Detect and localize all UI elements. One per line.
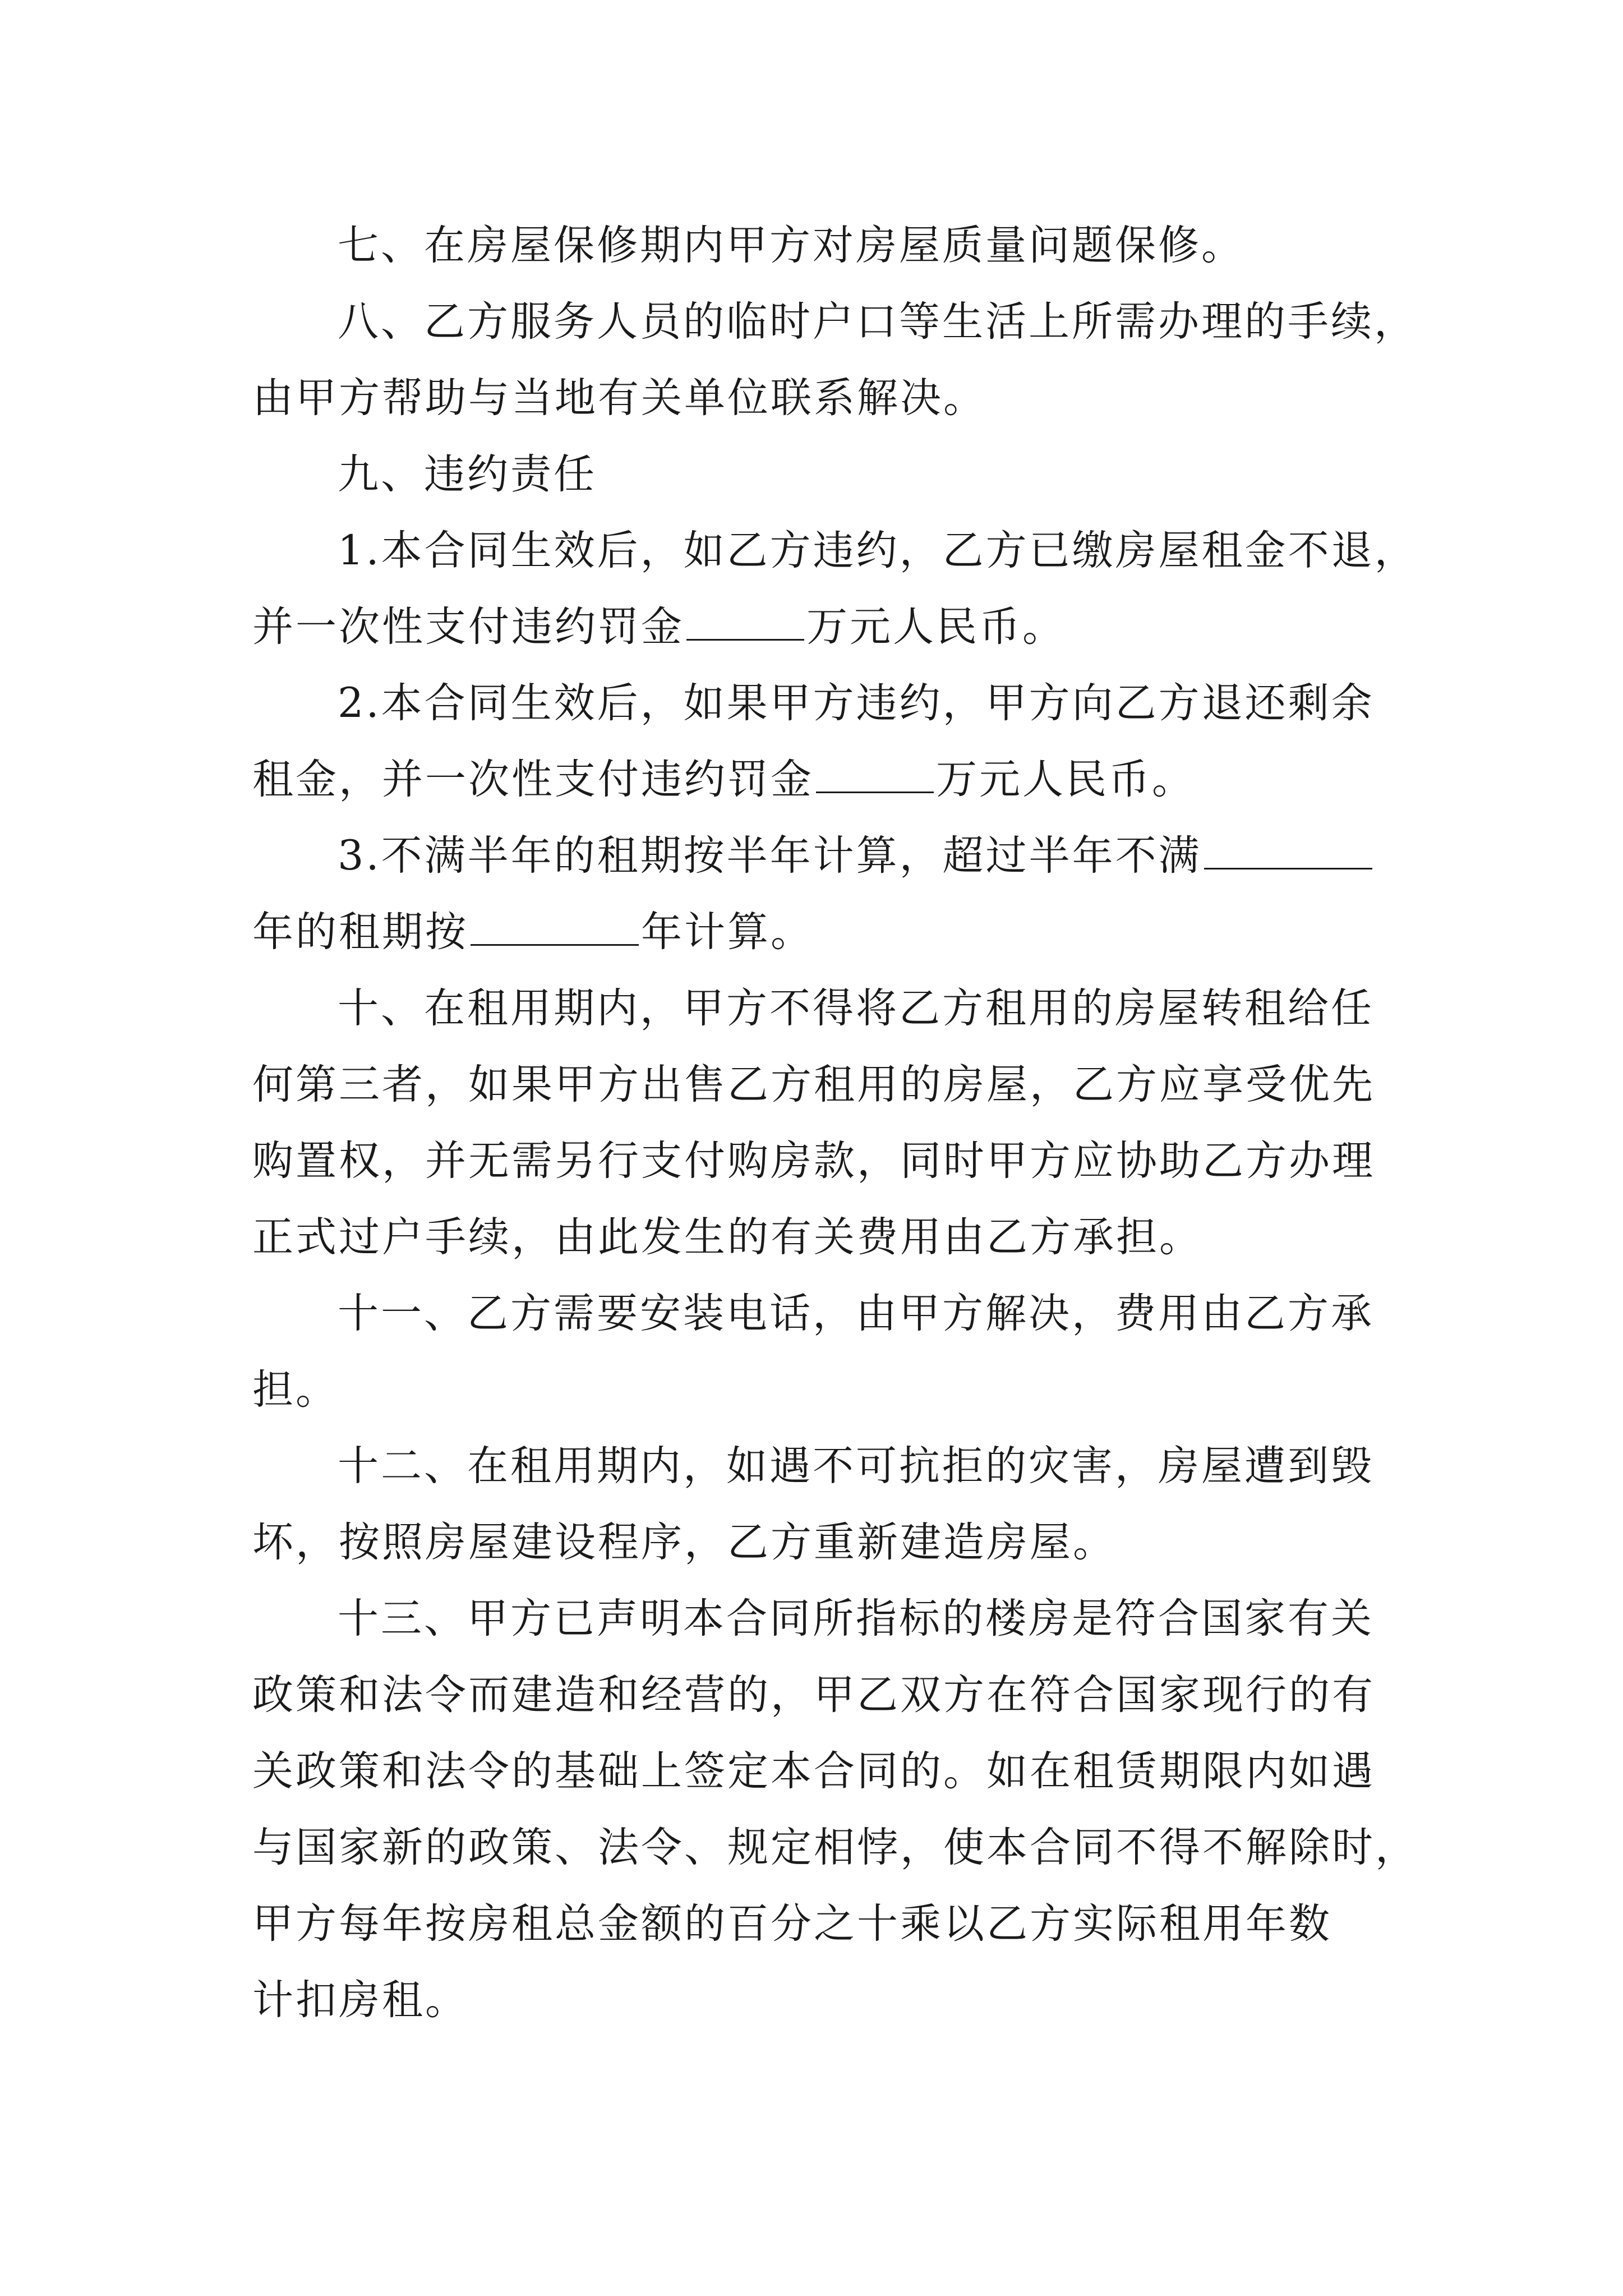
clause-9-item-2: [252, 665, 1380, 818]
document-body: [252, 208, 1418, 2039]
clause-12-line-1: 十二、在租用期内，如遇不可抗拒的灾害，房屋遭到毁: [338, 1442, 1374, 1490]
clause-13-line-4: 与国家新的政策、法令、规定相悖，使本合同不得不解除时，: [252, 1824, 1418, 1871]
clause-9-2-text-after-blank: 万元人民币。: [936, 756, 1195, 803]
clause-11-line-2: 担。: [252, 1366, 339, 1414]
clause-10-line-3: 购置权，并无需另行支付购房款，同时甲方应协助乙方办理: [252, 1137, 1375, 1185]
clause-9-3-line-1: [252, 818, 1380, 894]
clause-9-1-text-before-blank: 并一次性支付违约罚金: [252, 603, 684, 651]
clause-9-heading: [252, 436, 1380, 513]
clause-9-3-line-2-after-blank: 年计算。: [641, 908, 814, 956]
clause-8-line-1: 八、乙方服务人员的临时户口等生活上所需办理的手续，: [338, 298, 1417, 346]
clause-11-line-1: 十一、乙方需要安装电话，由甲方解决，费用由乙方承: [338, 1290, 1374, 1337]
clause-9-1-line-1: 1.本合同生效后，如乙方违约，乙方已缴房屋租金不退，: [338, 527, 1418, 574]
clause-9-2-line-1: 2.本合同生效后，如果甲方违约，甲方向乙方退还剩余: [338, 679, 1375, 727]
term-blank: [471, 912, 639, 946]
clause-9-3-line-2: [252, 894, 1380, 970]
clause-8-line-2: 由甲方帮助与当地有关单位联系解决。: [252, 374, 986, 422]
clause-9-item-1: [252, 513, 1418, 665]
clause-10-line-4: 正式过户手续，由此发生的有关费用由乙方承担。: [252, 1213, 1202, 1261]
clause-10-line-2: 何第三者，如果甲方出售乙方租用的房屋，乙方应享受优先: [252, 1061, 1375, 1108]
clause-9-line-1: 九、违约责任: [338, 450, 597, 498]
clause-9-1-text-after-blank: 万元人民币。: [806, 603, 1066, 651]
clause-13-line-5: 甲方每年按房租总金额的百分之十乘以乙方实际租用年数: [252, 1900, 1332, 1948]
clause-12: [252, 1428, 1380, 1581]
clause-9-item-3: [252, 818, 1380, 970]
clause-13-line-6: 计扣房租。: [252, 1976, 468, 2024]
term-blank: [1204, 835, 1372, 869]
clause-9-1-line-2: [252, 589, 1380, 665]
clause-9-3-text-before-blank: 3.不满半年的租期按半年计算，超过半年不满: [338, 832, 1202, 880]
clause-8: [252, 284, 1417, 436]
clause-9-2-line-2: [252, 742, 1380, 818]
clause-10-line-1: 十、在租用期内，甲方不得将乙方租用的房屋转租给任: [338, 984, 1374, 1032]
clause-13-line-1: 十三、甲方已声明本合同所指标的楼房是符合国家有关: [338, 1595, 1374, 1642]
penalty-amount-blank: [686, 606, 804, 641]
clause-11: [252, 1276, 1380, 1428]
clause-13-line-2: 政策和法令而建造和经营的，甲乙双方在符合国家现行的有: [252, 1671, 1375, 1719]
clause-9-2-text-before-blank: 租金，并一次性支付违约罚金: [252, 756, 814, 803]
clause-7: [252, 208, 1380, 284]
clause-13-line-3: 关政策和法令的基础上签定本合同的。如在租赁期限内如遇: [252, 1747, 1375, 1795]
clause-9-3-line-2-before-blank: 年的租期按: [252, 908, 468, 956]
penalty-amount-blank: [816, 759, 934, 793]
clause-7-line-1: 七、在房屋保修期内甲方对房屋质量问题保修。: [338, 222, 1244, 269]
clause-10: [252, 970, 1380, 1276]
clause-13: [252, 1581, 1418, 2039]
clause-12-line-2: 坏，按照房屋建设程序，乙方重新建造房屋。: [252, 1519, 1116, 1566]
